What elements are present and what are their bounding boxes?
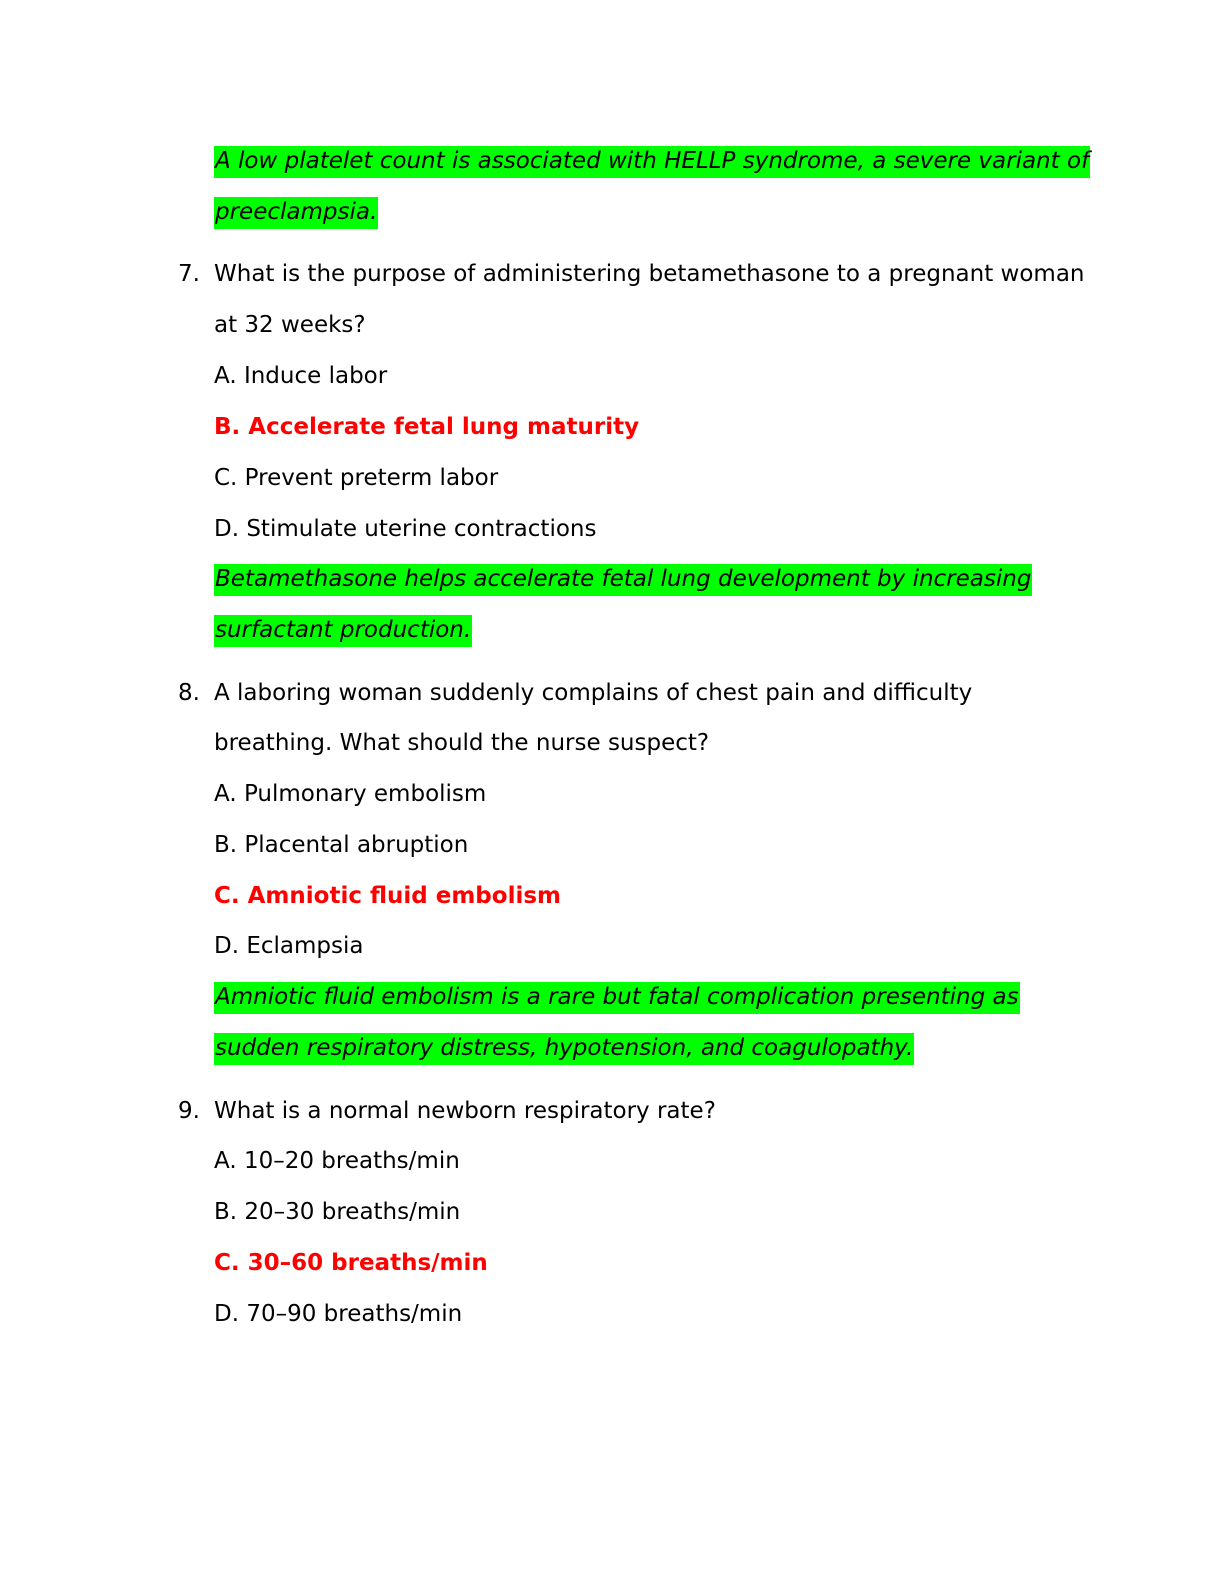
explanation-highlight: sudden respiratory distress, hypotension, and coagulopathy. (214, 1033, 914, 1065)
answer-option: A. Pulmonary embolism (214, 781, 487, 807)
explanation-line (214, 615, 472, 645)
correct-answer-option: C. Amniotic fluid embolism (214, 883, 561, 909)
explanation-line (214, 982, 1020, 1012)
prev-explanation-line-1 (214, 146, 1090, 176)
explanation-highlight: Betamethasone helps accelerate fetal lung development by increasing (214, 564, 1032, 596)
explanation-highlight: Amniotic fluid embolism is a rare but fatal complication presenting as (214, 982, 1020, 1014)
question-number: 8. (178, 680, 200, 706)
question-number: 7. (178, 261, 200, 287)
correct-answer-option: C. 30–60 breaths/min (214, 1250, 488, 1276)
correct-answer-option: B. Accelerate fetal lung maturity (214, 414, 640, 440)
answer-option: D. Stimulate uterine contractions (214, 516, 597, 542)
question-number: 9. (178, 1098, 200, 1124)
answer-option: D. Eclampsia (214, 933, 364, 959)
answer-option: A. Induce labor (214, 363, 388, 389)
question-stem: What is the purpose of administering betamethasone to a pregnant woman (214, 261, 1085, 287)
answer-option: B. 20–30 breaths/min (214, 1199, 461, 1225)
question-stem: at 32 weeks? (214, 312, 366, 338)
explanation-line (214, 1033, 914, 1063)
explanation-line (214, 564, 1032, 594)
explanation-highlight: A low platelet count is associated with HELLP syndrome, a severe variant of (214, 146, 1090, 178)
question-stem: What is a normal newborn respiratory rate? (214, 1098, 716, 1124)
question-stem: breathing. What should the nurse suspect? (214, 730, 710, 756)
explanation-highlight: preeclampsia. (214, 197, 378, 229)
answer-option: D. 70–90 breaths/min (214, 1301, 463, 1327)
question-stem: A laboring woman suddenly complains of chest pain and difficulty (214, 680, 973, 706)
answer-option: A. 10–20 breaths/min (214, 1148, 460, 1174)
answer-option: C. Prevent preterm labor (214, 465, 499, 491)
prev-explanation-line-2 (214, 197, 378, 227)
answer-option: B. Placental abruption (214, 832, 469, 858)
explanation-highlight: surfactant production. (214, 615, 472, 647)
